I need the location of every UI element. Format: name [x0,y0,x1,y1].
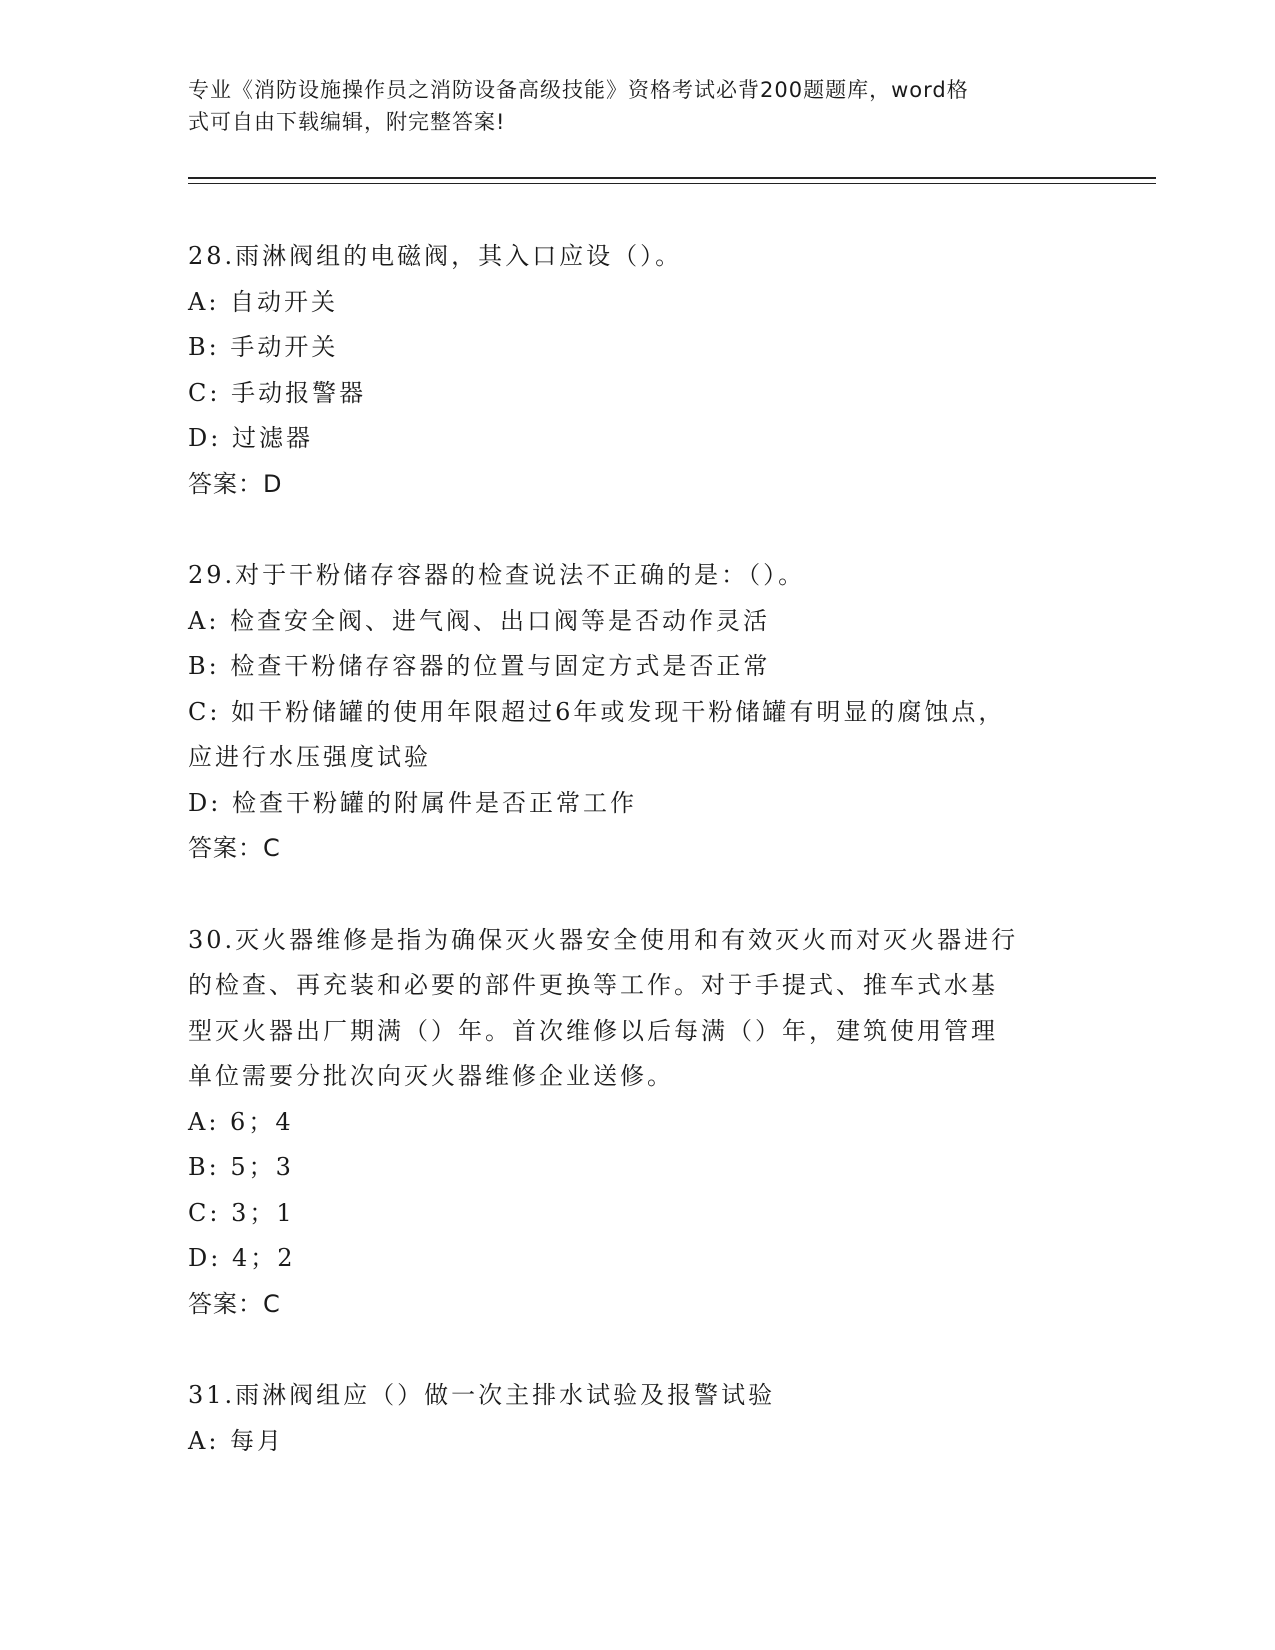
question-list [188,234,1088,1510]
header-divider-thin [188,183,1156,184]
option-c: C: 如干粉储罐的使用年限超过6年或发现干粉储罐有明显的腐蚀点， [188,697,1006,726]
question-stem-line-1: 30.灭火器维修是指为确保灭火器安全使用和有效灭火而对灭火器进行 [188,925,1019,954]
option-a: A: 检查安全阀、进气阀、出口阀等是否动作灵活 [188,606,771,635]
question-stem: 29.对于干粉储存容器的检查说法不正确的是：（）。 [188,561,806,589]
question-29 [188,553,1088,872]
option-a: A: 每月 [188,1426,285,1455]
option-d: D: 4；2 [188,1244,296,1272]
option-b: B: 5；3 [188,1153,294,1181]
option-c: C: 手动报警器 [188,378,367,407]
question-stem: 31.雨淋阀组应（）做一次主排水试验及报警试验 [188,1381,776,1409]
option-c-continued: 应进行水压强度试验 [188,743,431,771]
option-a: A: 6；4 [188,1107,294,1136]
header-divider-thick [188,177,1156,179]
option-d: D: 过滤器 [188,424,313,452]
question-31 [188,1373,1088,1464]
option-a: A: 自动开关 [188,287,339,316]
question-stem-line-2: 的检查、再充装和必要的部件更换等工作。对于手提式、推车式水基 [188,971,998,999]
question-stem-line-3: 型灭火器出厂期满（）年。首次维修以后每满（）年，建筑使用管理 [188,1016,998,1045]
option-b: B: 手动开关 [188,333,339,361]
header-line-2: 式可自由下载编辑，附完整答案! [188,110,506,134]
option-b: B: 检查干粉储存容器的位置与固定方式是否正常 [188,652,771,680]
question-stem-line-4: 单位需要分批次向灭火器维修企业送修。 [188,1062,674,1090]
option-c: C: 3；1 [188,1198,295,1227]
answer: 答案：C [188,1289,281,1318]
question-28 [188,234,1088,507]
document-header [188,74,1068,138]
question-30 [188,918,1088,1328]
option-d: D: 检查干粉罐的附属件是否正常工作 [188,788,637,817]
question-stem: 28.雨淋阀组的电磁阀，其入口应设（）。 [188,242,683,270]
answer: 答案：D [188,469,283,498]
header-line-1: 专业《消防设施操作员之消防设备高级技能》资格考试必背200题题库，word格 [188,78,969,102]
answer: 答案：C [188,834,281,862]
